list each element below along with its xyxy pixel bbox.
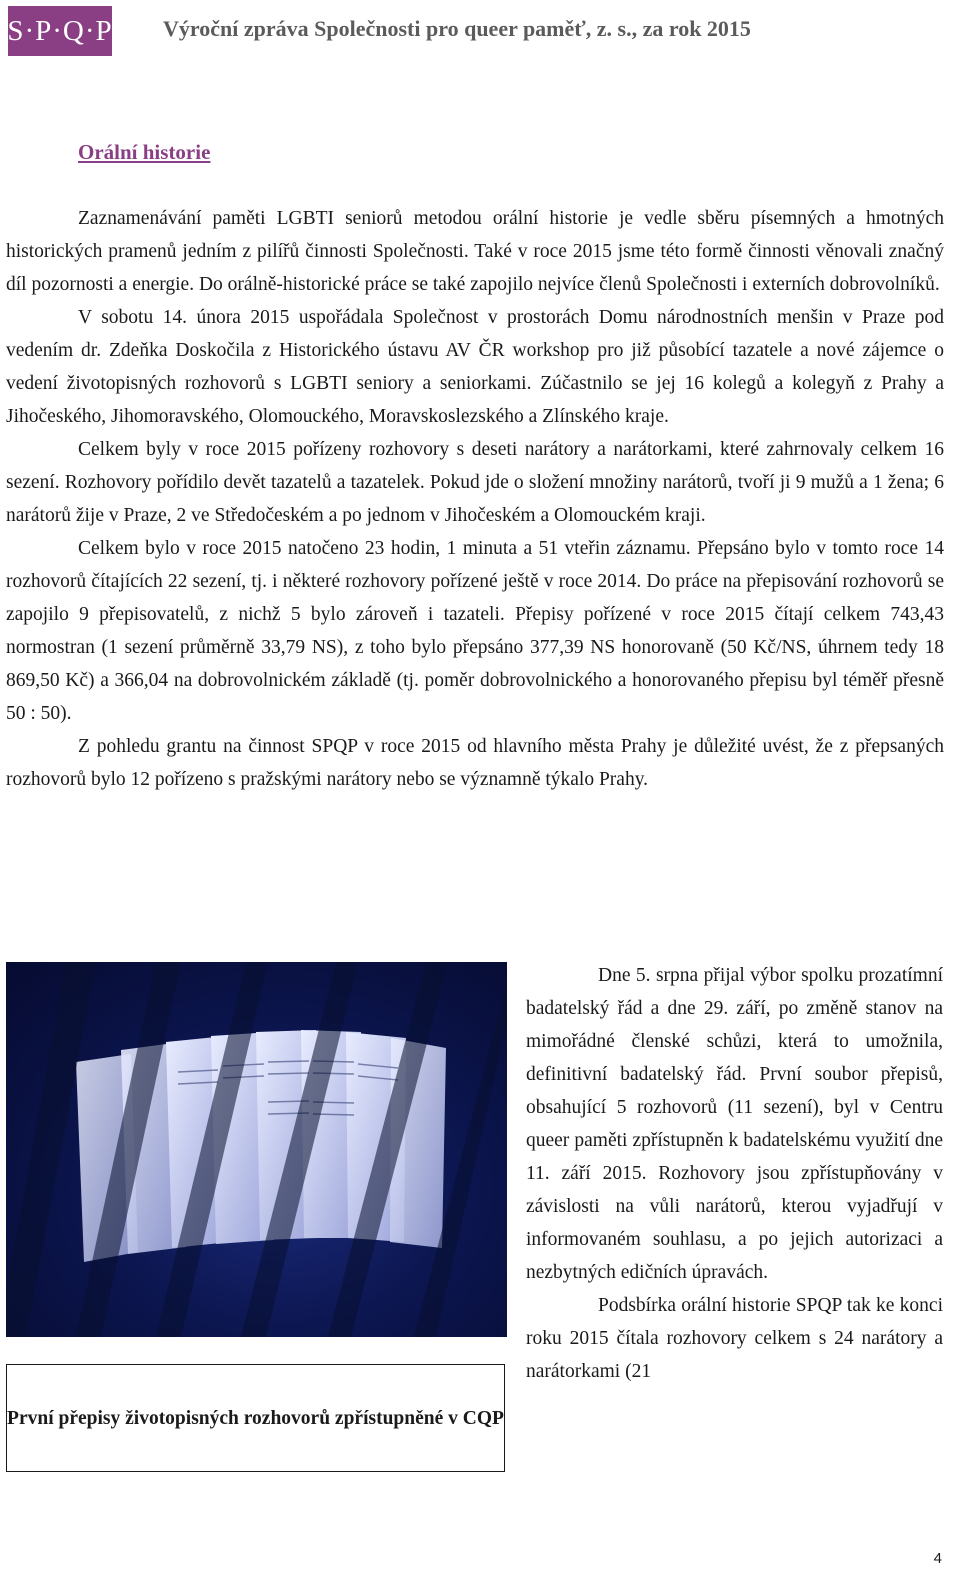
spqp-logo <box>8 6 112 56</box>
side-column-text <box>526 959 943 1388</box>
transcripts-photo-illustration <box>6 962 507 1337</box>
paragraph-interviews: Celkem byly v roce 2015 pořízeny rozhovory s deseti narátory a narátorkami, které zahrnovaly celkem 16 sezení. Rozhovory pořídilo devět tazatelů a tazatelek. Pokud jde o složení množiny narátorů, tvoří ji 9 mužů a 1 žena; 6 narátorů žije v Praze, 2 ve Středočeském a po jednom v Jihočeském a Olomouckém kraji. <box>6 439 944 526</box>
paragraph-research-rules: Dne 5. srpna přijal výbor spolku prozatímní badatelský řád a dne 29. září, po změně stanov na mimořádné členské schůzi, která to umožnila, definitivní badatelský řád. První soubor přepisů, obsahující 5 rozhovorů (11 sezení), byl v Centru queer paměti zpřístupněn k badatelskému využití dne 11. září 2015. Rozhovory jsou zpřístupňovány v závislosti na vůli narátorů, kterou vyjadřují v informovaném souhlasu, a po jejich autorizaci a nezbytných edičních úpravách. <box>526 965 943 1283</box>
paragraph-workshop: V sobotu 14. února 2015 uspořádala Společnost v prostorách Domu národnostních menšin v Praze pod vedením dr. Zdeňka Doskočila z Historického ústavu AV ČR workshop pro již působící tazatele a nové zájemce o vedení životopisných rozhovorů s LGBTI seniory a seniorkami. Zúčastnilo se jej 16 kolegů a kolegyň z Prahy a Jihočeského, Jihomoravského, Olomouckého, Moravskoslezského a Zlínského kraje. <box>6 307 944 427</box>
photo-caption <box>6 1364 505 1472</box>
paragraph-recordings: Celkem bylo v roce 2015 natočeno 23 hodin, 1 minuta a 51 vteřin záznamu. Přepsáno bylo v tomto roce 14 rozhovorů čítajících 22 sezení, tj. i některé rozhovory pořízené ještě v roce 2014. Do práce na přepisování rozhovorů se zapojilo 9 přepisovatelů, z nichž 5 bylo zároveň i tazateli. Přepisy pořízené v roce 2015 čítají celkem 743,43 normostran (1 sezení průměrně 33,79 NS), z toho bylo přepsáno 377,39 NS honorovaně (50 Kč/NS, úhrnem tedy 18 869,50 Kč) a 366,04 na dobrovolnickém základě (tj. poměr dobrovolnického a honorovaného přepisu byl téměř přesně 50 : 50). <box>6 538 944 724</box>
section-heading-oral-history: Orální historie <box>78 140 211 164</box>
transcripts-photo <box>6 962 507 1337</box>
logo-text: S·P·Q·P <box>7 14 113 47</box>
paragraph-intro: Zaznamenávání paměti LGBTI seniorů metodou orální historie je vedle sběru písemných a hmotných historických pramenů jedním z pilířů činnosti Společnosti. Také v roce 2015 jsme této formě činnosti věnovali značný díl pozornosti a energie. Do orálně-historické práce se také zapojilo nejvíce členů Společnosti i externích dobrovolníků. <box>6 208 944 295</box>
photo-caption-text: První přepisy životopisných rozhovorů zpřístupněné v CQP <box>7 1407 504 1429</box>
report-header-title: Výroční zpráva Společnosti pro queer paměť, z. s., za rok 2015 <box>163 16 751 41</box>
page-number: 4 <box>933 1550 942 1567</box>
paragraph-prague-grant: Z pohledu grantu na činnost SPQP v roce 2015 od hlavního města Prahy je důležité uvést, že z přepsaných rozhovorů bylo 12 pořízeno s pražskými narátory nebo se významně týkalo Prahy. <box>6 736 944 790</box>
paragraph-collection-status: Podsbírka orální historie SPQP tak ke konci roku 2015 čítala rozhovory celkem s 24 narátory a narátorkami (21 <box>526 1295 943 1382</box>
main-body-text <box>6 202 944 796</box>
